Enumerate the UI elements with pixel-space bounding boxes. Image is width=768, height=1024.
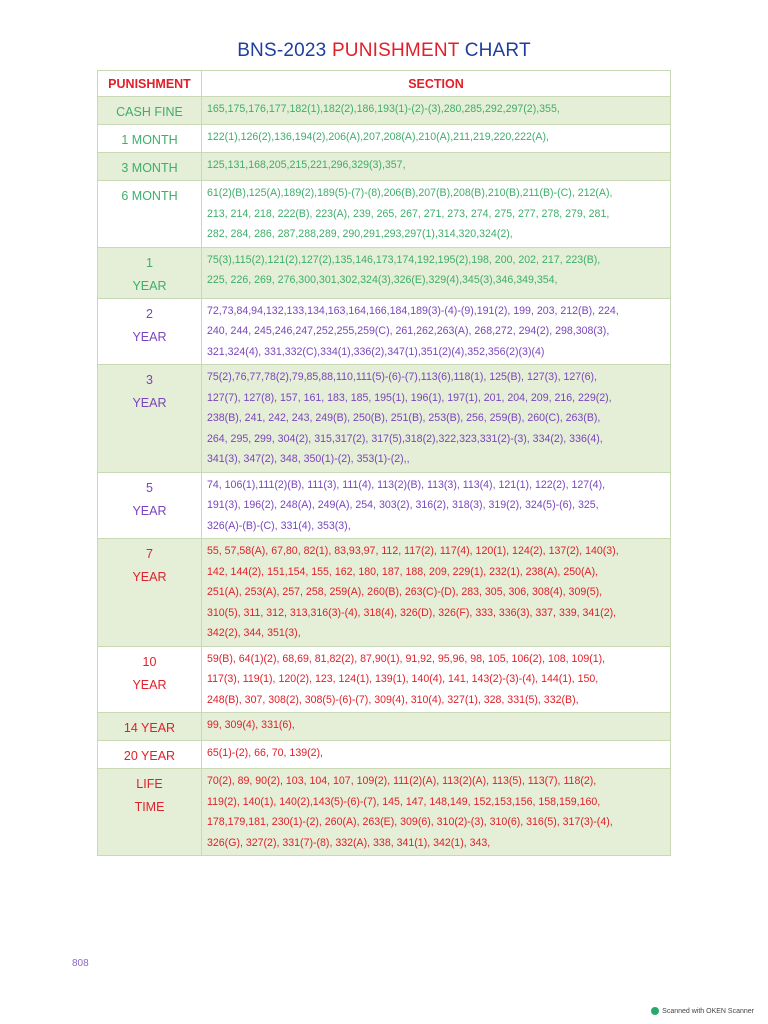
section-line: 310(5), 311, 312, 313,316(3)-(4), 318(4), 326(D), 326(F), 333, 336(3), 337, 339, 341(2), bbox=[207, 606, 617, 619]
punishment-table bbox=[97, 70, 671, 856]
punishment-cell bbox=[98, 646, 202, 713]
title-prefix: BNS-2023 bbox=[237, 40, 332, 61]
punishment-label: 7 bbox=[146, 547, 153, 561]
section-cell bbox=[202, 153, 671, 181]
scanner-text: Scanned with OKEN Scanner bbox=[662, 1007, 754, 1015]
section-line: 251(A), 253(A), 257, 258, 259(A), 260(B), 263(C)-(D), 283, 305, 306, 308(4), 309(5), bbox=[207, 586, 603, 598]
scanner-watermark bbox=[651, 1007, 754, 1015]
punishment-label: TIME bbox=[134, 800, 165, 814]
table-row bbox=[98, 365, 671, 473]
section-cell bbox=[202, 247, 671, 298]
table-row bbox=[98, 125, 671, 153]
section-cell bbox=[202, 741, 671, 769]
page-number: 808 bbox=[72, 958, 89, 969]
punishment-label: 10 bbox=[142, 654, 157, 669]
title-suffix: CHART bbox=[459, 40, 531, 61]
punishment-cell bbox=[98, 181, 202, 248]
punishment-label: CASH FINE bbox=[116, 105, 183, 119]
punishment-label: 14 YEAR bbox=[123, 721, 176, 735]
section-line: 72,73,84,94,132,133,134,163,164,166,184,189(3)-(4)-(9),191(2), 199, 203, 212(B), 224, bbox=[207, 304, 619, 317]
punishment-label: LIFE bbox=[136, 777, 163, 791]
section-line: 341(3), 347(2), 348, 350(1)-(2), 353(1)-(2),, bbox=[207, 453, 410, 465]
punishment-label: 6 MONTH bbox=[121, 189, 178, 203]
section-line: 65(1)-(2), 66, 70, 139(2), bbox=[207, 747, 323, 759]
punishment-cell bbox=[98, 247, 202, 298]
section-line: 225, 226, 269, 276,300,301,302,324(3),326(E),329(4),345(3),346,349,354, bbox=[207, 274, 558, 286]
section-line: 213, 214, 218, 222(B), 223(A), 239, 265, 267, 271, 273, 274, 275, 277, 278, 279, 281, bbox=[207, 207, 610, 220]
punishment-cell bbox=[98, 472, 202, 539]
table-header-row bbox=[98, 71, 671, 97]
section-cell bbox=[202, 97, 671, 125]
section-line: 142, 144(2), 151,154, 155, 162, 180, 187, 188, 209, 229(1), 232(1), 238(A), 250(A), bbox=[207, 565, 599, 578]
section-cell bbox=[202, 472, 671, 539]
section-cell bbox=[202, 769, 671, 856]
table-row bbox=[98, 298, 671, 365]
table-row bbox=[98, 713, 671, 741]
punishment-label: YEAR bbox=[132, 278, 167, 293]
table-row bbox=[98, 97, 671, 125]
section-cell bbox=[202, 713, 671, 741]
chart-title bbox=[0, 40, 768, 62]
punishment-label: 3 bbox=[146, 373, 153, 387]
table-row bbox=[98, 646, 671, 713]
section-cell bbox=[202, 365, 671, 473]
section-cell bbox=[202, 298, 671, 365]
punishment-cell bbox=[98, 741, 202, 769]
section-line: 74, 106(1),111(2)(B), 111(3), 111(4), 113(2)(B), 113(3), 113(4), 121(1), 122(2), 127(4), bbox=[207, 478, 606, 491]
section-cell bbox=[202, 181, 671, 248]
punishment-cell bbox=[98, 298, 202, 365]
punishment-label: 20 YEAR bbox=[123, 749, 176, 763]
section-cell bbox=[202, 646, 671, 713]
section-line: 191(3), 196(2), 248(A), 249(A), 254, 303(2), 316(2), 318(3), 319(2), 324(5)-(6), 325, bbox=[207, 499, 599, 511]
section-line: 125,131,168,205,215,221,296,329(3),357, bbox=[207, 159, 406, 171]
section-line: 326(G), 327(2), 331(7)-(8), 332(A), 338, 341(1), 342(1), 343, bbox=[207, 836, 491, 849]
section-line: 127(7), 127(8), 157, 161, 183, 185, 195(1), 196(1), 197(1), 201, 204, 209, 216, 229(2), bbox=[207, 391, 612, 404]
section-cell bbox=[202, 125, 671, 153]
section-line: 70(2), 89, 90(2), 103, 104, 107, 109(2), 111(2)(A), 113(2)(A), 113(5), 113(7), 118(2), bbox=[207, 775, 597, 787]
section-line: 99, 309(4), 331(6), bbox=[207, 719, 295, 731]
punishment-label: YEAR bbox=[132, 396, 167, 410]
section-line: 117(3), 119(1), 120(2), 123, 124(1), 139(1), 140(4), 141, 143(2)-(3)-(4), 144(1), 150, bbox=[207, 673, 599, 685]
punishment-cell bbox=[98, 769, 202, 856]
table-body bbox=[98, 97, 671, 856]
punishment-label: YEAR bbox=[132, 329, 167, 344]
punishment-cell bbox=[98, 125, 202, 153]
punishment-cell bbox=[98, 97, 202, 125]
title-highlight: PUNISHMENT bbox=[331, 40, 460, 61]
section-line: 61(2)(B),125(A),189(2),189(5)-(7)-(8),206(B),207(B),208(B),210(B),211(B)-(C), 212(A), bbox=[207, 187, 613, 199]
punishment-label: 5 bbox=[146, 480, 153, 495]
section-line: 264, 295, 299, 304(2), 315,317(2), 317(5),318(2),322,323,331(2)-(3), 334(2), 336(4), bbox=[207, 432, 603, 445]
section-line: 59(B), 64(1)(2), 68,69, 81,82(2), 87,90(1), 91,92, 95,96, 98, 105, 106(2), 108, 109(1), bbox=[207, 652, 606, 665]
section-line: 326(A)-(B)-(C), 331(4), 353(3), bbox=[207, 519, 351, 532]
punishment-label: 2 bbox=[146, 306, 153, 321]
punishment-label: YEAR bbox=[132, 570, 167, 584]
punishment-label: 3 MONTH bbox=[121, 161, 178, 175]
section-cell bbox=[202, 539, 671, 647]
punishment-label: YEAR bbox=[132, 503, 167, 518]
punishment-cell bbox=[98, 713, 202, 741]
punishment-cell bbox=[98, 153, 202, 181]
scanner-logo-icon bbox=[651, 1007, 659, 1015]
section-line: 240, 244, 245,246,247,252,255,259(C), 261,262,263(A), 268,272, 294(2), 298,308(3), bbox=[207, 325, 610, 337]
section-line: 321,324(4), 331,332(C),334(1),336(2),347(1),351(2)(4),352,356(2)(3)(4) bbox=[207, 345, 545, 358]
section-line: 119(2), 140(1), 140(2),143(5)-(6)-(7), 145, 147, 148,149, 152,153,156, 158,159,160, bbox=[207, 795, 601, 808]
section-line: 122(1),126(2),136,194(2),206(A),207,208(A),210(A),211,219,220,222(A), bbox=[207, 131, 549, 143]
punishment-label: YEAR bbox=[132, 677, 167, 692]
section-line: 165,175,176,177,182(1),182(2),186,193(1)-(2)-(3),280,285,292,297(2),355, bbox=[207, 103, 560, 115]
section-line: 238(B), 241, 242, 243, 249(B), 250(B), 251(B), 253(B), 256, 259(B), 260(C), 263(B), bbox=[207, 412, 601, 424]
table-row bbox=[98, 741, 671, 769]
table-row bbox=[98, 769, 671, 856]
table-row bbox=[98, 247, 671, 298]
table-row bbox=[98, 153, 671, 181]
section-line: 342(2), 344, 351(3), bbox=[207, 627, 301, 639]
table-row bbox=[98, 472, 671, 539]
header-punishment: PUNISHMENT bbox=[98, 71, 202, 97]
header-section: SECTION bbox=[202, 71, 671, 97]
punishment-label: 1 MONTH bbox=[121, 133, 178, 147]
section-line: 75(3),115(2),121(2),127(2),135,146,173,174,192,195(2),198, 200, 202, 217, 223(B), bbox=[207, 253, 601, 266]
section-line: 178,179,181, 230(1)-(2), 260(A), 263(E), 309(6), 310(2)-(3), 310(6), 316(5), 317(3)-(4), bbox=[207, 816, 613, 828]
table-row bbox=[98, 539, 671, 647]
punishment-cell bbox=[98, 365, 202, 473]
punishment-cell bbox=[98, 539, 202, 647]
section-line: 248(B), 307, 308(2), 308(5)-(6)-(7), 309(4), 310(4), 327(1), 328, 331(5), 332(B), bbox=[207, 693, 579, 706]
table-row bbox=[98, 181, 671, 248]
section-line: 75(2),76,77,78(2),79,85,88,110,111(5)-(6)-(7),113(6),118(1), 125(B), 127(3), 127(6), bbox=[207, 371, 598, 383]
section-line: 55, 57,58(A), 67,80, 82(1), 83,93,97, 112, 117(2), 117(4), 120(1), 124(2), 137(2), 140(3), bbox=[207, 545, 619, 557]
section-line: 282, 284, 286, 287,288,289, 290,291,293,297(1),314,320,324(2), bbox=[207, 228, 513, 240]
punishment-label: 1 bbox=[146, 255, 153, 270]
